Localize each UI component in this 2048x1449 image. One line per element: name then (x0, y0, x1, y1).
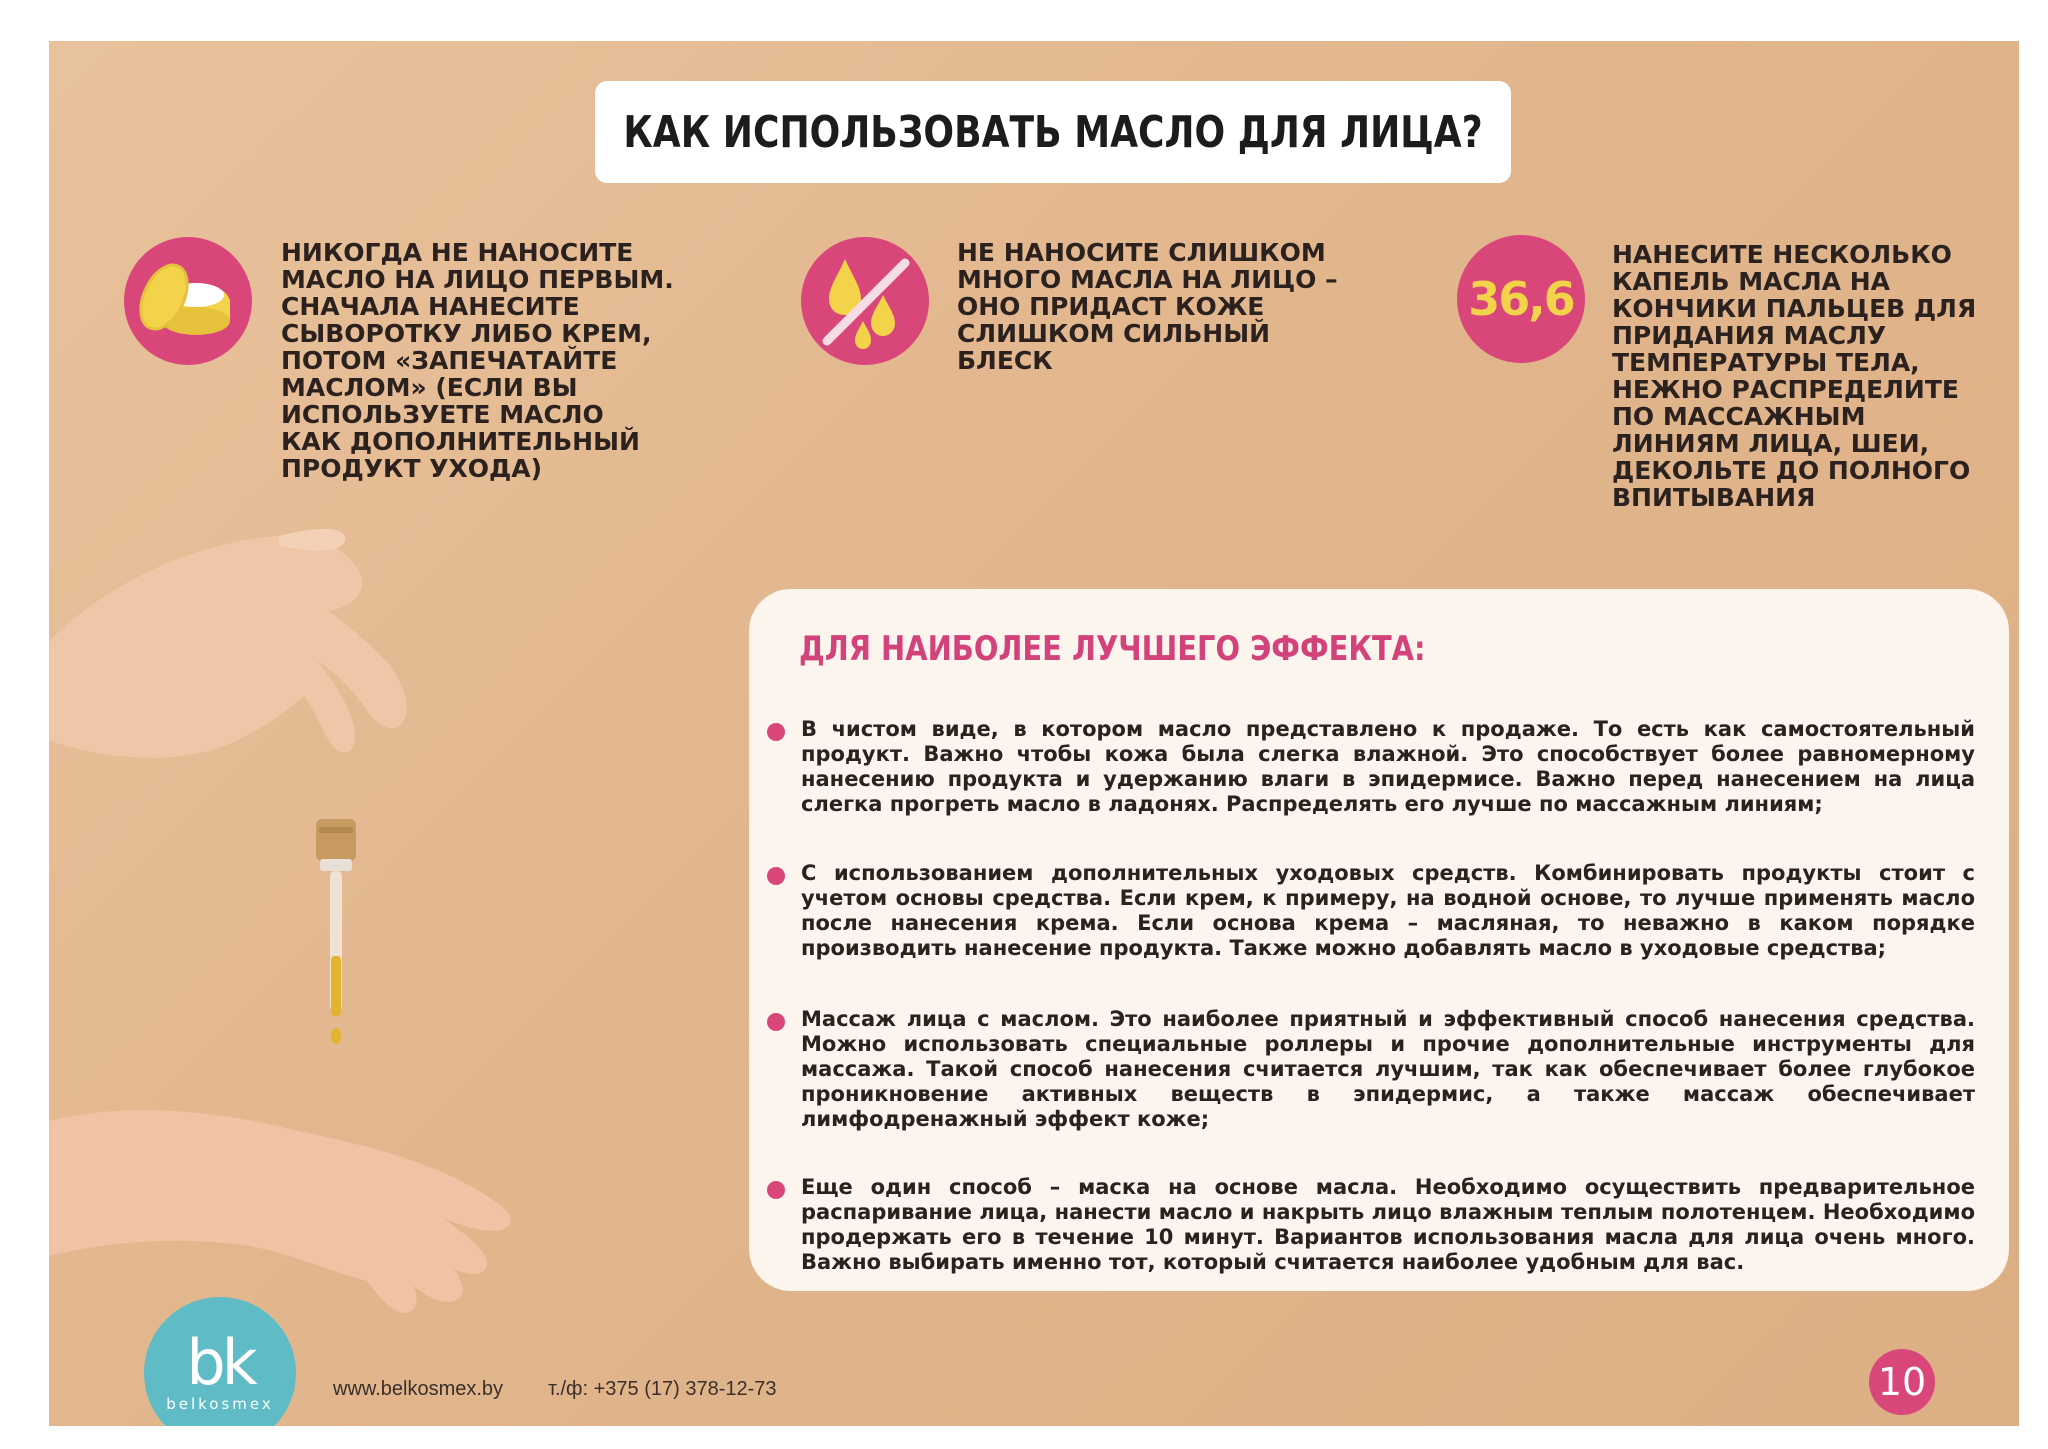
hands-with-dropper-illustration (49, 501, 749, 1426)
bullet-dot-icon (767, 867, 785, 885)
body-temperature-icon (1457, 235, 1585, 363)
tip-text-2: НЕ НАНОСИТЕ СЛИШКОМ МНОГО МАСЛА НА ЛИЦО – ОНО ПРИДАСТ КОЖЕ СЛИШКОМ СИЛЬНЫЙ БЛЕСК (957, 238, 1338, 375)
bullet-dot-icon (767, 1013, 785, 1031)
logo-word: belkosmex (166, 1395, 274, 1413)
cream-jar-icon (124, 237, 252, 365)
list-item (767, 1175, 1975, 1275)
phone-number: т./ф: +375 (17) 378-12-73 (548, 1378, 777, 1400)
panel-heading: ДЛЯ НАИБОЛЕЕ ЛУЧШЕГО ЭФФЕКТА: (799, 629, 1426, 669)
list-item-text: В чистом виде, в котором масло представлено к продаже. То есть как самостоятельный продукт. Важно чтобы кожа была слегка влажной. Это способствует более равномерному нанесению продукта и удержанию влаги в эпидермисе. Важно перед нанесением на лица слегка прогреть масло в ладонях. Распределять его лучше по массажным линиям; (801, 717, 1975, 816)
website-link[interactable]: www.belkosmex.by (333, 1378, 504, 1400)
title-box (595, 81, 1511, 183)
tips-panel (749, 589, 2009, 1291)
dropper-cap (316, 819, 356, 861)
no-oil-drops-icon (801, 237, 929, 365)
temperature-value: 36,6 (1468, 272, 1574, 326)
list-item (767, 861, 1975, 961)
page-title: КАК ИСПОЛЬЗОВАТЬ МАСЛО ДЛЯ ЛИЦА? (623, 106, 1483, 158)
logo-mark: bk (186, 1326, 254, 1399)
page-number: 10 (1869, 1349, 1935, 1415)
list-item-text: С использованием дополнительных уходовых средств. Комбинировать продукты стоит с учетом основы средства. Если крем, к примеру, на водной основе, то лучше применять масло после нанесения крема. Если основа крема – масляная, то неважно в каком порядке производить нанесение продукта. Также можно добавлять масло в уходовые средства; (801, 861, 1975, 960)
bullet-dot-icon (767, 723, 785, 741)
tip-text-1: НИКОГДА НЕ НАНОСИТЕ МАСЛО НА ЛИЦО ПЕРВЫМ. СНАЧАЛА НАНЕСИТЕ СЫВОРОТКУ ЛИБО КРЕМ, ПОТОМ «ЗАПЕЧАТАЙТЕ МАСЛОМ» (ЕСЛИ ВЫ ИСПОЛЬЗУЕТЕ МАСЛО КАК ДОПОЛНИТЕЛЬНЫЙ ПРОДУКТ УХОДА) (281, 238, 674, 483)
bullet-dot-icon (767, 1181, 785, 1199)
list-item-text: Массаж лица с маслом. Это наиболее приятный и эффективный способ нанесения средства. Можно использовать специальные роллеры и прочие дополнительные инструменты для массажа. Такой способ нанесения считается лучшим, так как обеспечивает более глубокое проникновение активных веществ в эпидермис, а также массаж обеспечивает лимфодренажный эффект коже; (801, 1007, 1975, 1131)
tip-text-3: НАНЕСИТЕ НЕСКОЛЬКО КАПЕЛЬ МАСЛА НА КОНЧИКИ ПАЛЬЦЕВ ДЛЯ ПРИДАНИЯ МАСЛУ ТЕМПЕРАТУРЫ ТЕЛА, НЕЖНО РАСПРЕДЕЛИТЕ ПО МАССАЖНЫМ ЛИНИЯМ ЛИЦА, ШЕИ, ДЕКОЛЬТЕ ДО ПОЛНОГО ВПИТЫВАНИЯ (1612, 240, 1977, 512)
list-item (767, 717, 1975, 817)
list-item-text: Еще один способ – маска на основе масла. Необходимо осуществить предварительное распаривание лица, нанести масло и накрыть лицо влажным теплым полотенцем. Необходимо продержать его в течение 10 минут. Вариантов использования масла для лица очень много. Важно выбирать именно тот, который считается наиболее удобным для вас. (801, 1175, 1975, 1274)
page (49, 41, 2019, 1426)
list-item (767, 1007, 1975, 1132)
